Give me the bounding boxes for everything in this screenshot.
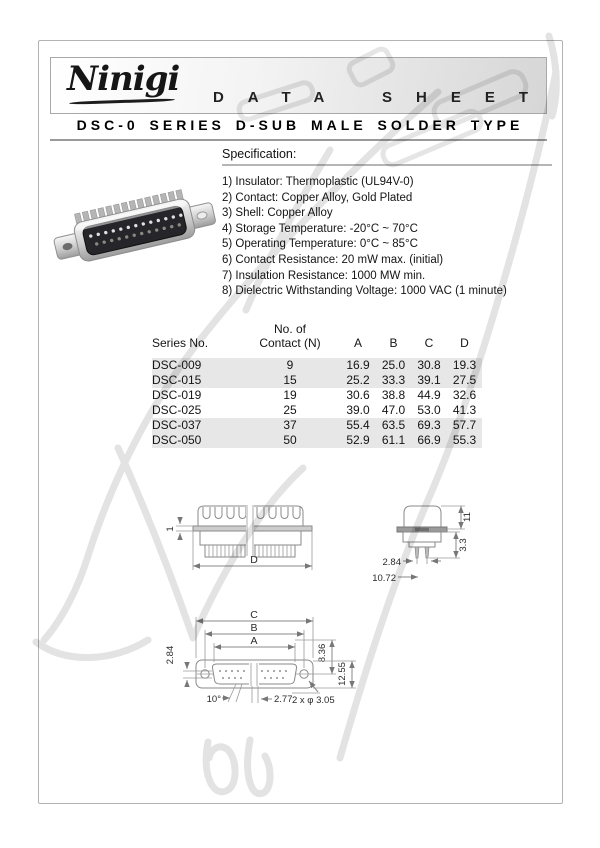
body-outline — [403, 532, 441, 542]
header-d: D — [447, 322, 482, 356]
spec-item: 6) Contact Resistance: 20 mW max. (initial) — [222, 253, 444, 266]
table-row — [152, 433, 482, 448]
a-cell: 25.2 — [340, 373, 376, 388]
dim-upper-height: 8.36 — [317, 643, 328, 663]
c-cell: 39.1 — [411, 373, 447, 388]
a-cell: 16.9 — [340, 356, 376, 373]
c-cell: 44.9 — [417, 388, 441, 402]
a-cell: 30.6 — [346, 388, 370, 402]
dim-flange-thickness: 1 — [165, 526, 176, 532]
drawing-front-view — [160, 610, 360, 716]
solder-pin — [415, 547, 419, 558]
draft-angle-lines — [228, 684, 242, 702]
solder-pin — [425, 547, 429, 558]
b-cell: 61.1 — [376, 433, 411, 448]
datasheet-label: DATA SHEET — [212, 89, 552, 106]
d-cell: 27.5 — [447, 373, 482, 388]
dim-draft-angle: 10° — [206, 694, 221, 705]
header-b: B — [376, 322, 411, 356]
header-series: Series No. — [152, 322, 240, 356]
series-title: DSC-0 SERIES D-SUB MALE SOLDER TYPE — [76, 117, 524, 133]
spec-heading: Specification: — [222, 147, 297, 161]
logo-underline — [69, 98, 175, 105]
contacts-cell: 50 — [240, 433, 340, 448]
d-cell: 55.3 — [447, 433, 482, 448]
ext-lines — [176, 526, 193, 531]
a-cell: 39.0 — [346, 403, 370, 417]
header-c: C — [411, 322, 447, 356]
b-cell: 63.5 — [376, 418, 411, 433]
dim-a: A — [250, 635, 258, 647]
dim-row-pitch: 2.84 — [165, 645, 176, 665]
spec-item: 3) Shell: Copper Alloy — [222, 207, 333, 220]
b-cell: 25.0 — [376, 356, 411, 373]
dim-width-d: D — [250, 554, 258, 566]
series-cell: DSC-015 — [152, 373, 240, 388]
spec-item: 1) Insulator: Thermoplastic (UL94V-0) — [222, 176, 414, 188]
a-cell: 55.4 — [340, 418, 376, 433]
contacts-cell: 19 — [283, 388, 297, 402]
c-cell: 69.3 — [411, 418, 447, 433]
table-row — [152, 403, 482, 418]
c-cell: 66.9 — [411, 433, 447, 448]
c-cell: 53.0 — [417, 403, 441, 417]
series-cell: DSC-009 — [152, 356, 240, 373]
connector-photo — [46, 160, 224, 300]
contacts-cell: 9 — [240, 356, 340, 373]
dim-shell-height: 11 — [462, 512, 473, 522]
dim-c: C — [250, 610, 258, 621]
c-cell: 30.8 — [411, 356, 447, 373]
d-cell: 19.3 — [447, 356, 482, 373]
d-cell: 32.6 — [452, 388, 477, 402]
spec-item: 7) Insulation Resistance: 1000 MW min. — [222, 269, 426, 282]
series-cell: DSC-019 — [152, 388, 202, 402]
dim-total-height: 12.55 — [337, 662, 348, 686]
dim-tail-span: 10.72 — [372, 573, 396, 584]
dim-pin-length: 3.3 — [458, 538, 469, 552]
table-row — [152, 373, 482, 388]
contacts-cell: 37 — [240, 418, 340, 433]
series-cell: DSC-025 — [152, 403, 202, 417]
title-rule — [50, 139, 547, 141]
drawing-side-view — [163, 492, 315, 580]
shell-outline — [404, 506, 441, 527]
spec-item: 4) Storage Temperature: -20°C ~ 70°C — [222, 222, 418, 235]
break-gap — [249, 661, 259, 687]
spec-rule — [222, 164, 552, 166]
dim-pin-pitch: 2.77 — [274, 694, 293, 705]
dim-pin-pitch: 2.84 — [382, 557, 401, 568]
spec-list — [222, 175, 552, 300]
spec-item: 2) Contact: Copper Alloy, Gold Plated — [222, 191, 413, 204]
contacts-cell: 25 — [283, 403, 297, 417]
series-cell: DSC-050 — [152, 433, 240, 448]
series-cell: DSC-037 — [152, 418, 240, 433]
brand-logo: Ninigi — [67, 59, 180, 99]
a-cell: 52.9 — [340, 433, 376, 448]
d-cell: 41.3 — [452, 403, 477, 417]
header-a: A — [340, 322, 376, 356]
header-box — [50, 57, 552, 114]
drawing-end-view — [357, 497, 485, 585]
dimension-table — [152, 322, 482, 448]
b-cell: 38.8 — [381, 388, 406, 402]
contacts-cell: 15 — [240, 373, 340, 388]
header-contacts: No. of Contact (N) — [240, 322, 340, 356]
d-cell: 57.7 — [447, 418, 482, 433]
table-row — [152, 388, 482, 403]
dim-b: B — [250, 622, 258, 634]
table-row — [152, 356, 482, 373]
spec-item: 5) Operating Temperature: 0°C ~ 85°C — [222, 238, 418, 251]
dim-mount-holes: 2 x φ 3.05 — [292, 695, 335, 706]
spec-item: 8) Dielectric Withstanding Voltage: 1000 VAC (1 minute) — [222, 285, 507, 298]
table-row — [152, 418, 482, 433]
b-cell: 33.3 — [376, 373, 411, 388]
table-header-row — [152, 322, 482, 356]
b-cell: 47.0 — [381, 403, 406, 417]
specification-section — [222, 147, 552, 300]
